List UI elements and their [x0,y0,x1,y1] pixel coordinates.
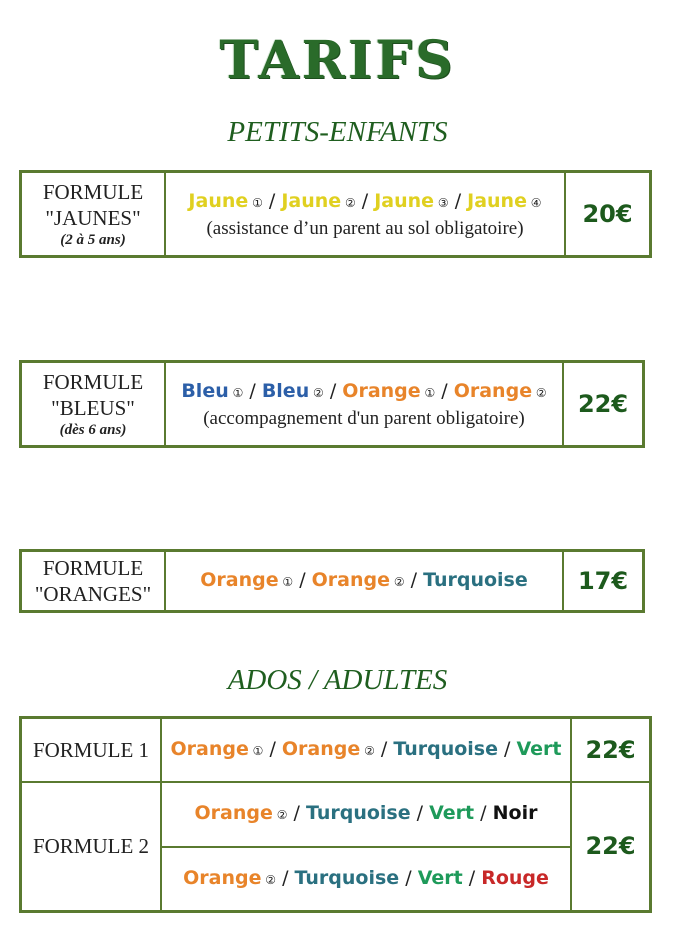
level-separator: / [404,569,424,591]
formule-1-name: FORMULE 1 [21,718,162,782]
level-separator: / [435,380,454,402]
level-number: ① [248,743,264,758]
level-orange: Orange [194,802,273,824]
formule-label: FORMULE [42,180,144,204]
level-number: ② [341,196,356,210]
level-separator: / [262,190,282,212]
formule-title: "JAUNES" [45,206,141,230]
level-number: ② [309,386,324,400]
formule-age: (2 à 5 ans) [60,232,126,248]
level-separator: / [293,569,312,591]
level-separator: / [448,190,468,212]
level-number: ④ [526,196,542,210]
level-turquoise: Turquoise [294,866,400,889]
level-jaune: Jaune [374,190,435,212]
level-number: ② [532,386,547,400]
level-separator: / [263,737,282,760]
formule-2-price: 22€ [571,782,651,912]
formule-oranges-levels [165,551,563,612]
level-list [162,735,570,765]
level-vert: Vert [429,802,475,824]
level-jaune: Jaune [467,190,527,212]
page-title: TARIFS [219,30,456,91]
level-number: ① [278,575,294,589]
level-separator: / [410,802,430,824]
level-jaune: Jaune [281,190,342,212]
level-separator: / [474,802,493,824]
level-list [166,566,562,596]
level-bleu: Bleu [261,380,310,402]
level-number: ② [360,743,375,758]
level-orange: Orange [453,380,533,402]
level-turquoise: Turquoise [393,737,498,760]
level-number: ② [261,872,277,887]
level-number: ① [248,196,263,210]
level-separator: / [355,190,375,212]
formule-age: (dès 6 ans) [59,422,127,438]
level-orange: Orange [183,866,262,889]
section-title-petits-enfants: PETITS-ENFANTS [227,116,448,148]
formule-adultes-table [19,716,652,913]
level-turquoise: Turquoise [423,569,528,591]
level-separator: / [498,737,517,760]
level-separator: / [323,380,343,402]
level-list [166,377,562,407]
level-number: ③ [434,196,449,210]
formule-note: (assistance d’un parent au sol obligatoire) [206,218,524,239]
level-separator: / [276,866,295,889]
level-separator: / [399,866,418,889]
level-separator: / [243,380,262,402]
formule-bleus-name [21,362,166,447]
formule-oranges-name [21,551,166,612]
formule-label: FORMULE [42,556,144,580]
level-separator: / [287,802,306,824]
level-turquoise: Turquoise [305,802,411,824]
level-jaune: Jaune [188,190,249,212]
formule-2-levels-row2 [161,847,571,912]
level-rouge: Rouge [481,866,549,889]
formule-title: "ORANGES" [34,582,152,606]
level-number: ② [272,808,288,822]
formule-note: (accompagnement d'un parent obligatoire) [203,408,525,429]
level-orange: Orange [311,569,391,591]
level-noir: Noir [492,802,538,824]
level-orange: Orange [200,569,279,591]
level-list [166,187,564,217]
level-bleu: Bleu [181,380,229,402]
section-title-ados-adultes: ADOS / ADULTES [227,664,448,696]
formule-bleus-levels [165,362,563,447]
level-orange: Orange [281,737,361,760]
formule-2-name: FORMULE 2 [21,782,162,912]
formule-jaunes-price: 20€ [565,172,651,257]
formule-bleus-table [19,360,645,448]
level-list [162,799,570,829]
formule-jaunes-levels [165,172,565,257]
formule-oranges-table [19,549,645,613]
formule-jaunes-name [21,172,166,257]
level-orange: Orange [342,380,421,402]
level-number: ① [420,386,436,400]
formule-jaunes-table [19,170,652,258]
formule-label: FORMULE [42,370,144,394]
level-number: ① [228,386,244,400]
level-number: ② [390,575,405,589]
level-vert: Vert [516,737,562,760]
level-vert: Vert [417,866,463,889]
level-orange: Orange [170,737,249,760]
formule-title: "BLEUS" [51,396,135,420]
formule-oranges-price: 17€ [563,551,644,612]
formule-1-price: 22€ [571,718,651,782]
formule-2-levels-row1 [161,782,571,847]
level-separator: / [462,866,482,889]
formule-1-levels [161,718,571,782]
level-separator: / [374,737,394,760]
level-list [162,864,570,894]
formule-bleus-price: 22€ [563,362,644,447]
